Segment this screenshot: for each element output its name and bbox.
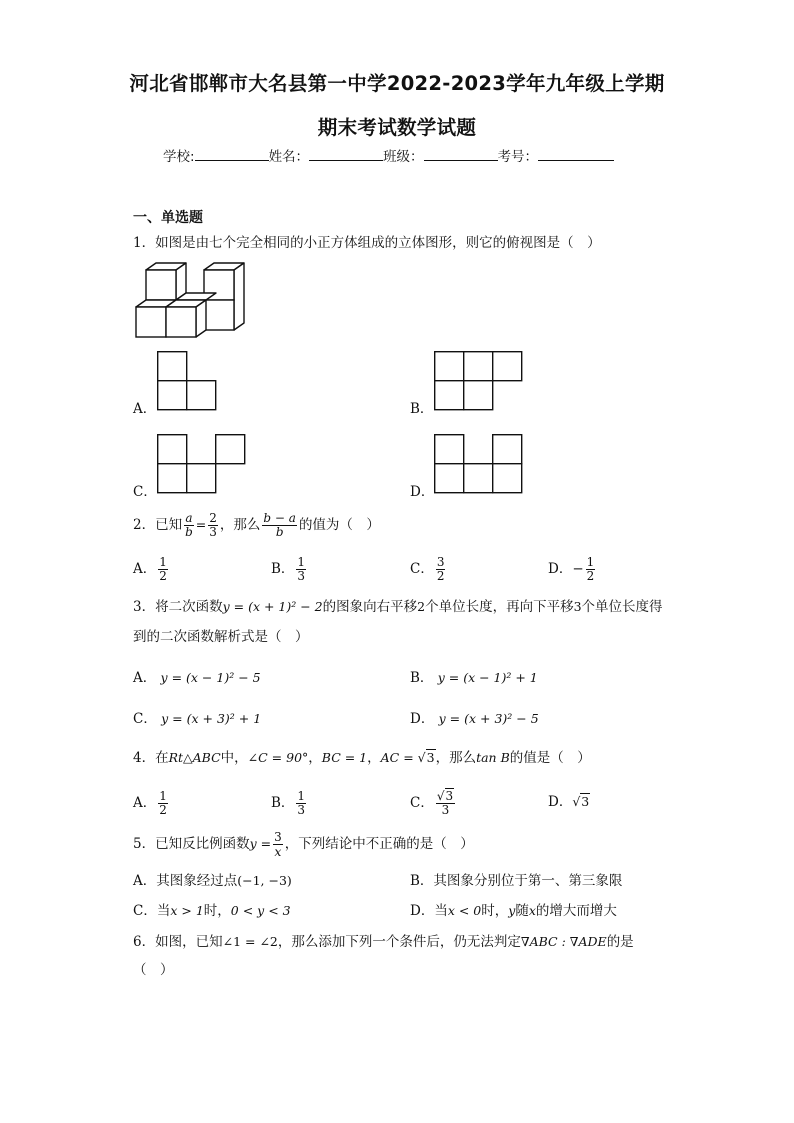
option-label: B． [410,670,434,686]
frac-num: 1 [586,555,595,569]
option-label: C． [410,561,434,577]
option-label: B． [271,795,295,811]
q2-post: 的值为（ ） [298,517,380,533]
separator: ， [308,750,322,766]
sqrt-expression: √3 [572,794,590,809]
condition: x > 1 [170,903,204,918]
quadratic-function: y = (x + 1)² − 2 [222,599,323,614]
question-1-text: 1．如图是由七个完全相同的小正方体组成的立体图形，则它的俯视图是（ ） [133,235,601,251]
ac-prefix: AC = [380,750,418,765]
var-x: x [528,903,536,918]
question-6-line-1 [133,932,634,952]
q6-post: 的是 [606,934,634,950]
section-heading: 一、单选题 [133,210,203,226]
q6-mid: ，那么添加下列一个条件后，仍无法判定 [277,934,521,950]
question-3-line-1 [133,597,663,617]
grid-square [435,464,464,493]
option-label: C． [410,795,434,811]
equals-sign: = [195,517,207,532]
radicand: 3 [426,750,435,765]
cube-face [204,300,234,330]
grid-square [435,381,464,410]
option-label: A． [133,670,157,686]
grid-square [464,381,493,410]
frac-num: 3 [436,555,445,569]
frac-den: 2 [159,803,167,817]
angle-equality: ∠1 = ∠2 [222,934,278,949]
question-2-option-c[interactable] [410,556,447,583]
grid-square [158,464,187,493]
condition: x < 0 [447,903,482,918]
exam-number-label: 考号： [497,149,539,165]
option-fraction [586,556,596,583]
school-blank[interactable] [195,147,269,161]
triangle-abc: Rt△ABC [168,750,221,765]
option-label: D． [410,711,435,727]
shift-down-amount: 3 [573,599,582,614]
question-1-option-d-label[interactable]: D． [410,484,435,500]
frac-den: 2 [436,569,445,583]
frac-den: b [185,525,193,539]
grid-square [493,352,522,381]
frac-den: 3 [209,525,217,539]
cube-face [234,263,244,330]
option-fraction [158,790,168,817]
q2-pre: 2．已知 [133,517,183,533]
frac-num: 2 [209,511,217,525]
question-6-line-2: （ ） [133,962,174,978]
q4-c1: 中， [220,750,248,766]
question-3-option-c[interactable] [133,707,261,727]
separator: ， [367,750,381,766]
frac-den: 3 [441,803,450,817]
frac-num: 1 [297,789,306,803]
grid-square [464,352,493,381]
grid-square [464,464,493,493]
option-expression: y = (x − 1)² + 1 [437,670,538,685]
side-bc: BC = 1 [321,750,368,765]
frac-num: √3 [436,789,454,803]
question-1-option-b-figure[interactable] [434,351,524,411]
question-3-option-b[interactable] [410,666,538,686]
frac-den: 2 [159,569,167,583]
grid-square [187,381,216,410]
q4-mid: ，那么 [435,750,477,766]
fraction-b-minus-a-over-b [262,512,297,539]
result-range: 0 < y < 3 [230,903,291,918]
q2-mid: ，那么 [219,517,261,533]
frac-num: 1 [297,555,306,569]
frac-num: 1 [159,789,167,803]
negative-sign: − [572,561,584,577]
q3-post: 的图象向右平移 [322,599,418,615]
exam-number-blank[interactable] [538,147,614,161]
question-5-option-d[interactable] [410,899,617,919]
q3-end: 个单位长度得 [581,599,663,615]
class-label: 班级： [383,149,424,165]
grid-square [187,464,216,493]
frac-den: 2 [586,569,595,583]
question-4-option-c[interactable] [410,790,457,817]
cube-face [136,307,166,337]
option-label: A． [133,561,157,577]
option-expression: y = (x − 1)² − 5 [160,670,261,685]
option-expression: y = (x + 3)² + 1 [161,711,262,726]
y-equals: y = [249,836,272,851]
option-label: D． [548,561,573,577]
grid-square [216,435,245,464]
page-title-line2: 期末考试数学试题 [317,116,477,139]
question-1-option-c-label[interactable]: C． [133,484,157,500]
question-1-option-a-label[interactable]: A． [133,401,157,417]
var-y: y [508,903,516,918]
question-1-option-d-figure[interactable] [434,434,524,494]
frac-num: 3 [274,830,282,844]
grid-square [158,352,187,381]
cube-face [166,307,196,337]
page-title-line1: 河北省邯郸市大名县第一中学2022-2023学年九年级上学期 [129,72,665,95]
option-fraction [296,790,306,817]
option-text: C．当 [133,903,171,919]
shift-right-amount: 2 [417,599,426,614]
question-2-text [133,512,380,539]
student-info-row [163,145,614,165]
frac-num: b − a [263,511,296,525]
question-4-option-a[interactable] [133,790,170,817]
frac-den: 3 [297,569,306,583]
question-5-option-b[interactable]: B．其图象分别位于第一、第三象限 [410,873,623,889]
option-fraction [158,556,168,583]
option-expression: y = (x + 3)² − 5 [438,711,539,726]
option-fraction [296,556,306,583]
frac-num: a [185,511,193,525]
question-1-cube-figure [130,260,250,342]
question-5-option-c[interactable] [133,899,291,919]
q6-pre: 6．如图，已知 [133,934,223,950]
point-coordinates: (−1, −3) [237,873,292,888]
radicand: 3 [445,789,454,803]
option-text: 随 [515,903,529,919]
q4-pre: 4．在 [133,750,169,766]
frac-den: 3 [297,803,306,817]
option-fraction [436,556,446,583]
fraction-3-over-x [273,831,283,858]
option-label: A． [133,795,157,811]
option-text: 时， [481,903,509,919]
name-blank[interactable] [309,147,383,161]
cube-face [196,300,206,337]
fraction-a-over-b [184,512,194,539]
option-fraction [436,790,455,817]
option-text: 时， [203,903,231,919]
radicand: 3 [581,794,590,809]
angle-c: ∠C = 90° [247,750,309,765]
option-text: 的增大而增大 [535,903,617,919]
question-2-option-b[interactable] [271,556,308,583]
option-label: D． [548,794,573,810]
q5-post: ，下列结论中不正确的是（ ） [284,836,474,852]
option-label: C． [133,711,157,727]
frac-den: x [274,844,282,859]
question-5-text [133,831,474,858]
grid-square [493,464,522,493]
similarity-expression: ∇ABC : ∇ADE [520,934,607,949]
tan-b: tan B [476,750,510,765]
question-1-option-a-figure[interactable] [157,351,217,411]
class-blank[interactable] [424,147,498,161]
question-2-option-d[interactable] [548,556,597,583]
grid-square [158,435,187,464]
grid-square [493,435,522,464]
cube-face [146,270,176,300]
grid-square [435,435,464,464]
question-3-line-2: 到的二次函数解析式是（ ） [133,629,309,645]
q3-pre: 3．将二次函数 [133,599,223,615]
fraction-2-over-3 [208,512,218,539]
q3-mid: 个单位长度，再向下平移 [425,599,574,615]
q4-post: 的值是（ ） [509,750,591,766]
name-label: 姓名： [268,149,310,165]
frac-den: b [275,525,284,539]
question-3-option-a[interactable] [133,666,261,686]
question-3-option-d[interactable] [410,707,539,727]
frac-num: 1 [159,555,167,569]
grid-square [158,381,187,410]
question-4-option-d[interactable] [548,790,590,810]
question-4-option-b[interactable] [271,790,308,817]
question-1-option-c-figure[interactable] [157,434,247,494]
question-5-option-a[interactable] [133,869,292,889]
option-text: D．当 [410,903,448,919]
grid-square [435,352,464,381]
question-1-option-b-label[interactable]: B． [410,401,434,417]
side-ac: AC = √3 [380,750,435,765]
school-label: 学校: [163,149,195,165]
option-text: A．其图象经过点 [133,873,238,889]
option-label: B． [271,561,295,577]
question-2-option-a[interactable] [133,556,170,583]
question-4-text [133,748,591,768]
q5-pre: 5．已知反比例函数 [133,836,250,852]
